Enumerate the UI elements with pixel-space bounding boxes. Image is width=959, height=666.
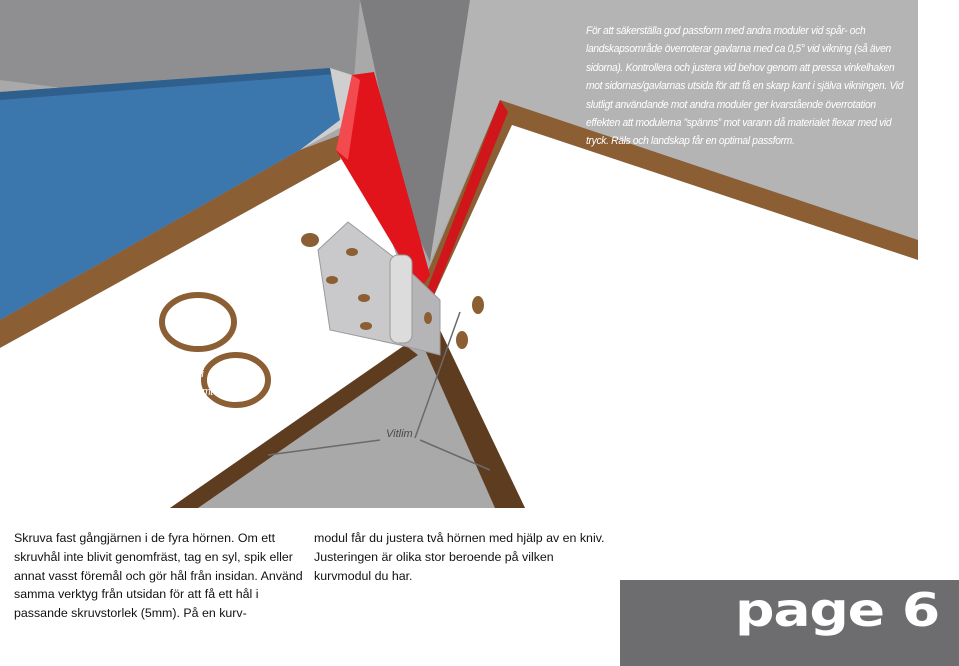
note-top-text: För att säkerställa god passform med andra moduler vid spår- och landskapsområde överroterar gavlarna med ca 0,5° vid vikning (så även sidorna). Kontrollera och justera vid behov genom att pressa vinkelhaken mot sidornas/gavlarnas utsida för att få en skarp kant i själva vikningen. Vid slutligt användande mot andra moduler ger kvarstående överrotation effekten att modulerna ”spänns” mot varann då materialet flexar med vid tryck. Räls och landskap får en optimal passform.: [586, 25, 904, 148]
note-left-text: Rekommenderas: Applicera en sträng vitlim i ”V-skärningens botten” innan ihopvikning, samt mellan modul och vinkelbeslag, och i skarvarna mellan modulens alla sidor/gavlar efter ihopvikning. Gör gärna rent vinkelbeslagen med t-sprit eller liknande innan applicering.: [14, 368, 217, 472]
vitlim-label: Vitlim: [386, 428, 413, 440]
screw-hole: [301, 233, 319, 247]
page-number: page 6: [735, 583, 940, 637]
body-text-column-2: modul får du justera två hörnen med hjälp av en kniv. Justeringen är olika stor beroende på vilken kurvmodul du har.: [314, 531, 605, 583]
body-text-column-1: Skruva fast gångjärnen i de fyra hörnen. Om ett skruvhål inte blivit genomfräst, tag en syl, spik eller annat vasst föremål och gör hål från insidan. Använd samma verktyg från utsidan för att få ett hål i passande skruvstorlek (5mm). På en kurv-: [14, 531, 303, 621]
screw-hole: [456, 331, 468, 349]
screw-hole: [472, 296, 484, 314]
